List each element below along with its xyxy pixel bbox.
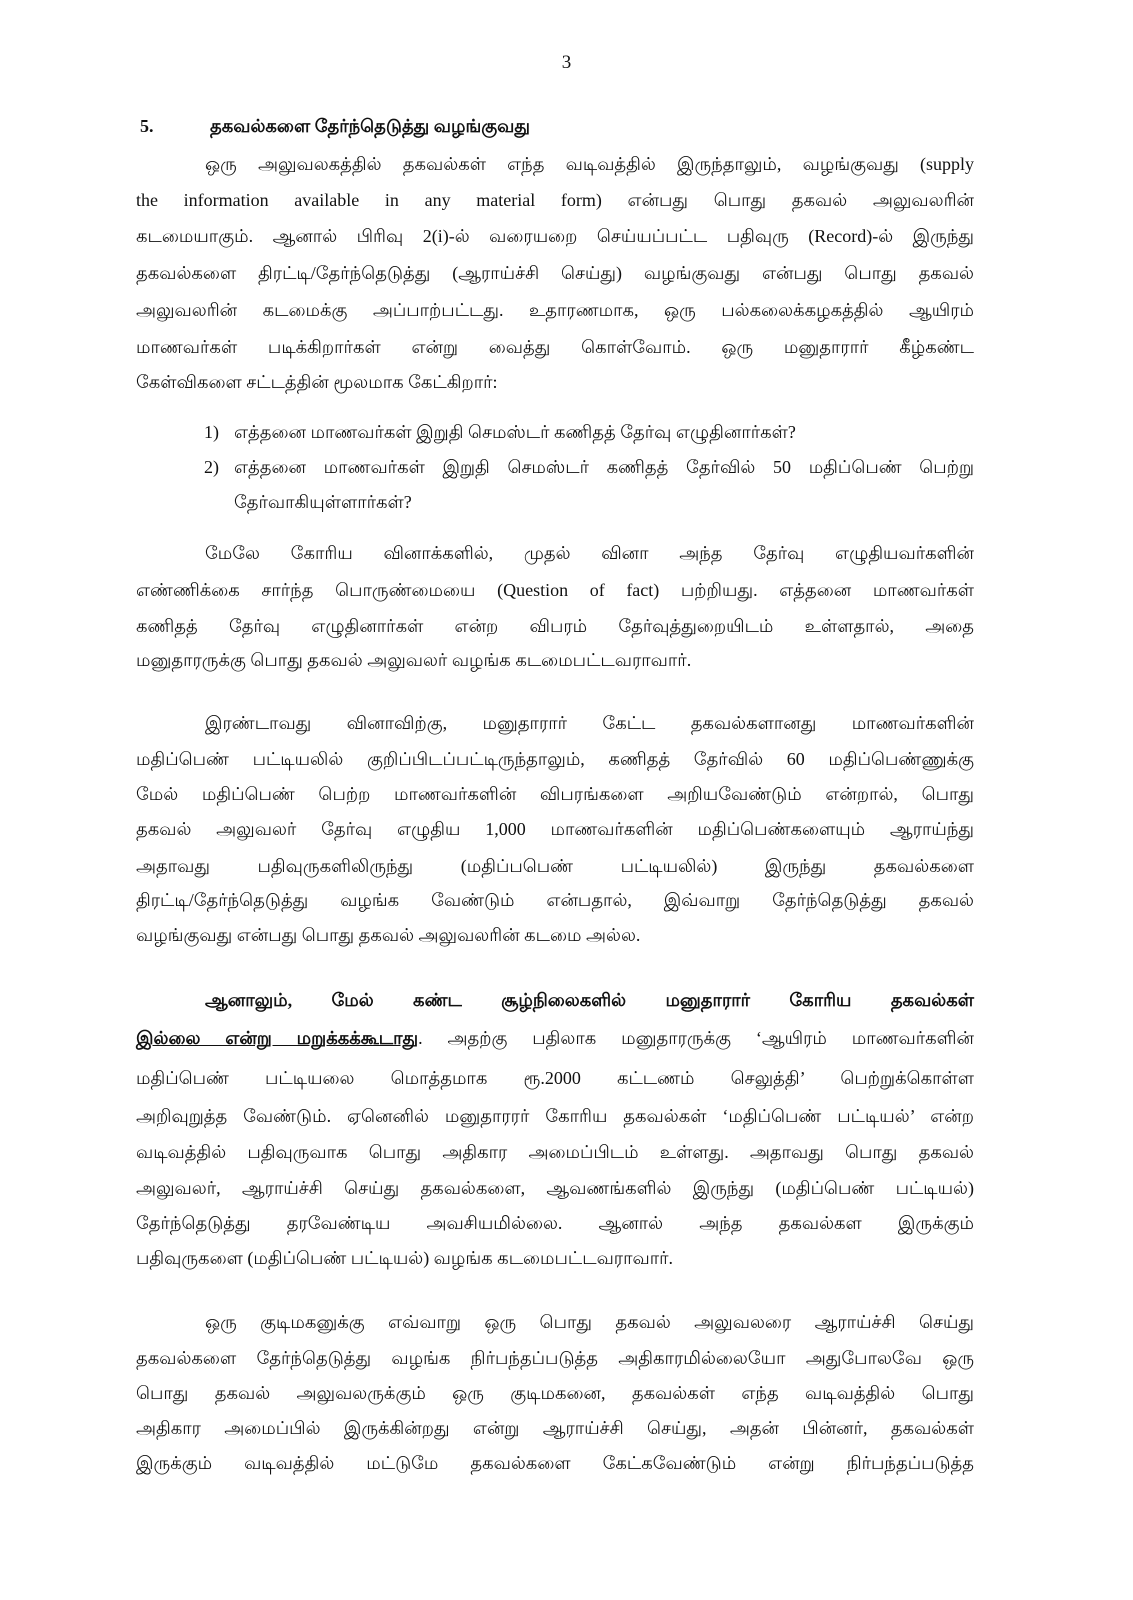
list-item: தேர்வாகியுள்ளார்கள்? [234,492,412,512]
paragraph4-line: அறிவுறுத்த வேண்டும். ஏனெனில் மனுதாரரர் கோரிய தகவல்கள் ‘மதிப்பெண் பட்டியல்’ என்ற [136,1106,974,1126]
paragraph5-line: அதிகார அமைப்பில் இருக்கின்றது என்று ஆராய்ச்சி செய்து, அதன் பின்னர், தகவல்கள் [136,1418,974,1438]
section-title: தகவல்களை தேர்ந்தெடுத்து வழங்குவது [210,116,530,136]
paragraph4-line: வடிவத்தில் பதிவுருவாக பொது அதிகார அமைப்பிடம் உள்ளது. அதாவது பொது தகவல் [136,1142,974,1162]
list-number: 1) [204,422,219,442]
section-heading [140,116,530,139]
list-text: எத்தனை மாணவர்கள் இறுதி செமஸ்டர் கணிதத் தேர்வு எழுதினார்கள்? [234,422,796,442]
paragraph5-line: பொது தகவல் அலுவலருக்கும் ஒரு குடிமகனை, தகவல்கள் எந்த வடிவத்தில் பொது [136,1383,974,1403]
list-number: 2) [204,457,219,477]
paragraph2-line: மனுதாரருக்கு பொது தகவல் அலுவலர் வழங்க கடமைபட்டவராவார். [136,650,692,670]
paragraph3-line: மேல் மதிப்பெண் பெற்ற மாணவர்களின் விபரங்களை அறியவேண்டும் என்றால், பொது [136,784,975,804]
paragraph3-line: திரட்டி/தேர்ந்தெடுத்து வழங்க வேண்டும் என்பதால், இவ்வாறு தேர்ந்தெடுத்து தகவல் [136,890,974,910]
paragraph1-line: கேள்விகளை சட்டத்தின் மூலமாக கேட்கிறார்: [136,372,498,392]
list-item [204,455,974,479]
emphasis-text: இல்லை என்று மறுக்கக்கூடாது [136,1028,419,1048]
paragraph3-line: வழங்குவது என்பது பொது தகவல் அலுவலரின் கடமை அல்ல. [136,925,641,945]
paragraph4-line: மதிப்பெண் பட்டியலை மொத்தமாக ரூ.2000 கட்டணம் செலுத்தி’ பெற்றுக்கொள்ள [136,1068,974,1088]
paragraph2-line: கணிதத் தேர்வு எழுதினார்கள் என்ற விபரம் தேர்வுத்துறையிடம் உள்ளதால், அதை [136,616,974,636]
paragraph2-line: எண்ணிக்கை சார்ந்த பொருண்மையை (Question of fact) பற்றியது. எத்தனை மாணவர்கள் [136,580,974,600]
paragraph5-line: ஒரு குடிமகனுக்கு எவ்வாறு ஒரு பொது தகவல் அலுவலரை ஆராய்ச்சி செய்து [205,1312,974,1332]
paragraph4-line: பதிவுருகளை (மதிப்பெண் பட்டியல்) வழங்க கடமைபட்டவராவார். [136,1248,674,1268]
paragraph1-line: மாணவர்கள் படிக்கிறார்கள் என்று வைத்து கொள்வோம். ஒரு மனுதாரார் கீழ்கண்ட [136,337,974,357]
paragraph4-line [136,1026,974,1050]
paragraph1-line: அலுவலரின் கடமைக்கு அப்பாற்பட்டது. உதாரணமாக, ஒரு பல்கலைக்கழகத்தில் ஆயிரம் [136,300,974,320]
paragraph1-line: கடமையாகும். ஆனால் பிரிவு 2(i)-ல் வரையறை செய்யப்பட்ட பதிவுரு (Record)-ல் இருந்து [136,226,974,246]
paragraph5-line: தகவல்களை தேர்ந்தெடுத்து வழங்க நிர்பந்தப்படுத்த அதிகாரமில்லையோ அதுபோலவே ஒரு [136,1348,974,1368]
paragraph3-line: அதாவது பதிவுருகளிலிருந்து (மதிப்பபெண் பட்டியலில்) இருந்து தகவல்களை [136,856,974,876]
paragraph3-line: தகவல் அலுவலர் தேர்வு எழுதிய 1,000 மாணவர்களின் மதிப்பெண்களையும் ஆராய்ந்து [136,819,974,839]
paragraph2-line: மேலே கோரிய வினாக்களில், முதல் வினா அந்த தேர்வு எழுதியவர்களின் [205,543,974,563]
list-item [204,420,974,444]
paragraph1-line: ஒரு அலுவலகத்தில் தகவல்கள் எந்த வடிவத்தில் இருந்தாலும், வழங்குவது (supply [205,154,974,174]
paragraph4-text: . அதற்கு பதிலாக மனுதாரருக்கு ‘ஆயிரம் மாணவர்களின் [418,1028,975,1048]
paragraph3-line: மதிப்பெண் பட்டியலில் குறிப்பிடப்பட்டிருந்தாலும், கணிதத் தேர்வில் 60 மதிப்பெண்ணுக்கு [136,749,974,769]
paragraph1-line: the information available in any material form) என்பது பொது தகவல் அலுவலரின் [136,190,974,210]
section-number: 5. [140,116,154,136]
paragraph1-line: தகவல்களை திரட்டி/தேர்ந்தெடுத்து (ஆராய்ச்சி செய்து) வழங்குவது என்பது பொது தகவல் [136,263,974,283]
page-number: 3 [561,52,572,73]
bold-statement-line: ஆனாலும், மேல் கண்ட சூழ்நிலைகளில் மனுதாரார் கோரிய தகவல்கள் [205,990,974,1010]
paragraph4-line: தேர்ந்தெடுத்து தரவேண்டிய அவசியமில்லை. ஆனால் அந்த தகவல்கள இருக்கும் [136,1213,974,1233]
paragraph4-line: அலுவலர், ஆராய்ச்சி செய்து தகவல்களை, ஆவணங்களில் இருந்து (மதிப்பெண் பட்டியல்) [136,1178,974,1198]
list-text: எத்தனை மாணவர்கள் இறுதி செமஸ்டர் கணிதத் தேர்வில் 50 மதிப்பெண் பெற்று [234,457,974,477]
paragraph3-line: இரண்டாவது வினாவிற்கு, மனுதாரார் கேட்ட தகவல்களானது மாணவர்களின் [205,713,974,733]
paragraph5-line: இருக்கும் வடிவத்தில் மட்டுமே தகவல்களை கேட்கவேண்டும் என்று நிர்பந்தப்படுத்த [136,1453,974,1473]
